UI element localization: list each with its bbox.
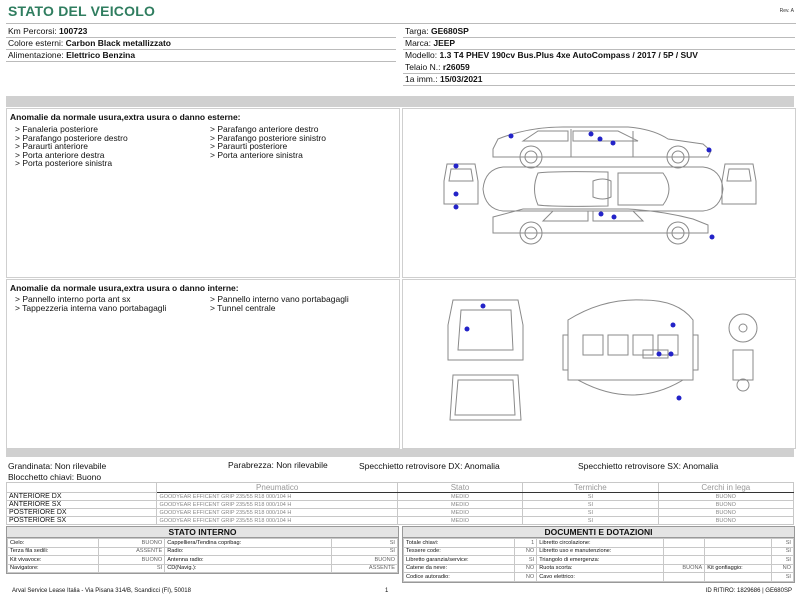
revision-label: Rev. A bbox=[779, 8, 794, 14]
stato-interno-title: STATO INTERNO bbox=[7, 527, 398, 538]
interior-list-col2 bbox=[210, 295, 360, 312]
tyre-header-row: Pneumatico Stato Termiche Cerchi in lega bbox=[7, 483, 794, 493]
footer-page-number: 1 bbox=[385, 588, 389, 594]
alimentazione-value: Elettrico Benzina bbox=[66, 50, 136, 60]
damage-marker bbox=[710, 235, 715, 240]
car-exterior-diagram bbox=[403, 109, 795, 277]
damage-marker bbox=[657, 352, 662, 357]
specchietto-sx-status: Specchietto retrovisore SX: Anomalia bbox=[578, 461, 719, 471]
damage-marker bbox=[598, 137, 603, 142]
documenti-box bbox=[402, 526, 795, 583]
stato-interno-table bbox=[7, 538, 398, 573]
exterior-diagram-panel bbox=[402, 108, 796, 278]
modello-row: Modello: 1.3 T4 PHEV 190cv Bus.Plus 4xe AutoCompass / 2017 / 5P / SUV bbox=[405, 50, 698, 60]
list-item: > Porta posteriore sinistra bbox=[15, 158, 113, 168]
divider bbox=[403, 73, 795, 74]
damage-marker bbox=[707, 148, 712, 153]
exterior-damage-panel bbox=[6, 108, 400, 278]
parabrezza-status: Parabrezza: Non rilevabile bbox=[228, 460, 328, 470]
tyre-table bbox=[6, 482, 794, 525]
interior-damage-panel bbox=[6, 279, 400, 449]
damage-marker bbox=[454, 205, 459, 210]
immatricolazione-value: 15/03/2021 bbox=[439, 74, 483, 84]
telaio-row: Telaio N.: r26059 bbox=[405, 62, 470, 72]
divider bbox=[6, 37, 396, 38]
grandinata-status: Grandinata: Non rilevabile bbox=[8, 461, 107, 471]
damage-marker bbox=[509, 134, 514, 139]
km-value: 100723 bbox=[59, 26, 88, 36]
damage-marker bbox=[611, 141, 616, 146]
list-item: > Porta anteriore sinistra bbox=[210, 149, 303, 160]
list-item: > Paraurti anteriore bbox=[15, 141, 88, 151]
table-row: ANTERIORE DX GOODYEAR EFFICENT GRIP 235/55 R18 000/104 H MEDIO SI BUONO bbox=[7, 493, 794, 501]
interior-damage-markers bbox=[465, 304, 682, 401]
interior-diagram-panel bbox=[402, 279, 796, 449]
immatricolazione-row: 1a imm.: 15/03/2021 bbox=[405, 74, 483, 84]
targa-row: Targa: GE680SP bbox=[405, 26, 469, 36]
interior-list-col1 bbox=[15, 295, 205, 312]
list-item: > Tappezzeria interna vano portabagagli bbox=[15, 302, 167, 313]
specchietto-dx-status: Specchietto retrovisore DX: Anomalia bbox=[359, 461, 500, 471]
table-row: Navigatore: SI CD(Navig.): ASSENTE bbox=[8, 564, 398, 573]
trunk-diagram bbox=[448, 300, 523, 420]
list-item: > Tunnel centrale bbox=[210, 302, 276, 313]
list-item: > Parafango anteriore destro bbox=[210, 124, 319, 134]
cabin-diagram bbox=[563, 300, 698, 395]
documenti-title: DOCUMENTI E DOTAZIONI bbox=[403, 527, 794, 538]
modello-value: 1.3 T4 PHEV 190cv Bus.Plus 4xe AutoCompass / 2017 / 5P / SUV bbox=[439, 50, 698, 60]
section-band bbox=[6, 96, 794, 107]
divider bbox=[403, 37, 795, 38]
exterior-heading: Anomalie da normale usura,extra usura o danno esterne: bbox=[10, 112, 241, 122]
exterior-list-col2 bbox=[210, 125, 326, 159]
damage-marker bbox=[454, 192, 459, 197]
list-item: > Fanaleria posteriore bbox=[15, 124, 98, 134]
page-title: STATO DEL VEICOLO bbox=[8, 3, 156, 19]
damage-marker bbox=[671, 323, 676, 328]
table-row: Codice autoradio: NO Cavo elettrico: SI bbox=[404, 573, 794, 582]
targa-value: GE680SP bbox=[431, 26, 469, 36]
marca-value: JEEP bbox=[433, 38, 456, 48]
table-row: Libretto garanzia/service: SI Triangolo di emergenza: SI bbox=[404, 556, 794, 565]
section-band bbox=[6, 449, 794, 457]
car-side-view-top bbox=[493, 127, 711, 168]
divider bbox=[6, 49, 396, 50]
damage-marker bbox=[454, 164, 459, 169]
list-item: > Pannello interno porta ant sx bbox=[15, 294, 131, 304]
car-interior-diagram bbox=[403, 280, 795, 448]
table-row: POSTERIORE SX GOODYEAR EFFICENT GRIP 235/55 R18 000/104 H MEDIO SI BUONO bbox=[7, 517, 794, 525]
damage-marker bbox=[677, 396, 682, 401]
divider bbox=[403, 49, 795, 50]
telaio-value: r26059 bbox=[442, 62, 470, 72]
damage-marker bbox=[599, 212, 604, 217]
interior-heading: Anomalie da normale usura,extra usura o danno interne: bbox=[10, 283, 239, 293]
car-top-view bbox=[483, 167, 723, 211]
marca-row: Marca: JEEP bbox=[405, 38, 456, 48]
table-row: Cielo: BUONO Cappelliera/Tendina copribag: SI bbox=[8, 539, 398, 548]
damage-marker bbox=[481, 304, 486, 309]
exterior-list-col1 bbox=[15, 125, 128, 168]
colore-row: Colore esterni: Carbon Black metallizzato bbox=[8, 38, 171, 48]
table-row: Totale chiavi: 1 Libretto circolazione: SI bbox=[404, 539, 794, 548]
vehicle-info-right bbox=[405, 25, 790, 85]
damage-marker bbox=[589, 132, 594, 137]
table-row: Terza fila sedili: ASSENTE Radio: SI bbox=[8, 547, 398, 556]
alimentazione-row: Alimentazione: Elettrico Benzina bbox=[8, 50, 136, 60]
stato-interno-box bbox=[6, 526, 399, 574]
km-row: Km Percorsi: 100723 bbox=[8, 26, 88, 36]
blocchetto-status: Blocchetto chiavi: Buono bbox=[8, 472, 102, 482]
damage-marker bbox=[612, 215, 617, 220]
list-item: > Parafango posteriore sinistro bbox=[210, 132, 326, 143]
car-front-view bbox=[444, 164, 478, 204]
list-item: > Pannello interno vano portabagagli bbox=[210, 294, 349, 304]
divider bbox=[6, 61, 396, 62]
table-row: Catene da neve: NO Ruota scorta: BUONA Kit gonfiaggio: NO bbox=[404, 564, 794, 573]
divider bbox=[403, 85, 795, 86]
documenti-table bbox=[403, 538, 794, 582]
car-rear-view bbox=[722, 164, 756, 204]
colore-value: Carbon Black metallizzato bbox=[65, 38, 171, 48]
list-item: > Porta anteriore destra bbox=[15, 149, 105, 160]
list-item: > Parafango posteriore destro bbox=[15, 132, 128, 143]
footer-id: ID RITIRO: 1829686 | GE680SP bbox=[705, 588, 792, 594]
damage-marker bbox=[465, 327, 470, 332]
list-item: > Paraurti posteriore bbox=[210, 141, 288, 151]
table-row: Tessere code: NO Libretto uso e manutenzione: SI bbox=[404, 547, 794, 556]
damage-marker bbox=[669, 352, 674, 357]
table-row: POSTERIORE DX GOODYEAR EFFICENT GRIP 235/55 R18 000/104 H MEDIO SI BUONO bbox=[7, 509, 794, 517]
title-divider bbox=[6, 23, 796, 24]
table-row: ANTERIORE SX GOODYEAR EFFICENT GRIP 235/55 R18 000/104 H MEDIO SI BUONO bbox=[7, 501, 794, 509]
table-row: Kit vivavoce: BUONO Antenna radio: BUONO bbox=[8, 556, 398, 565]
vehicle-info-left bbox=[8, 25, 171, 61]
steering-diagram bbox=[729, 314, 757, 391]
footer-company: Arval Service Lease Italia - Via Pisana 314/B, Scandicci (FI), 50018 bbox=[12, 588, 191, 594]
